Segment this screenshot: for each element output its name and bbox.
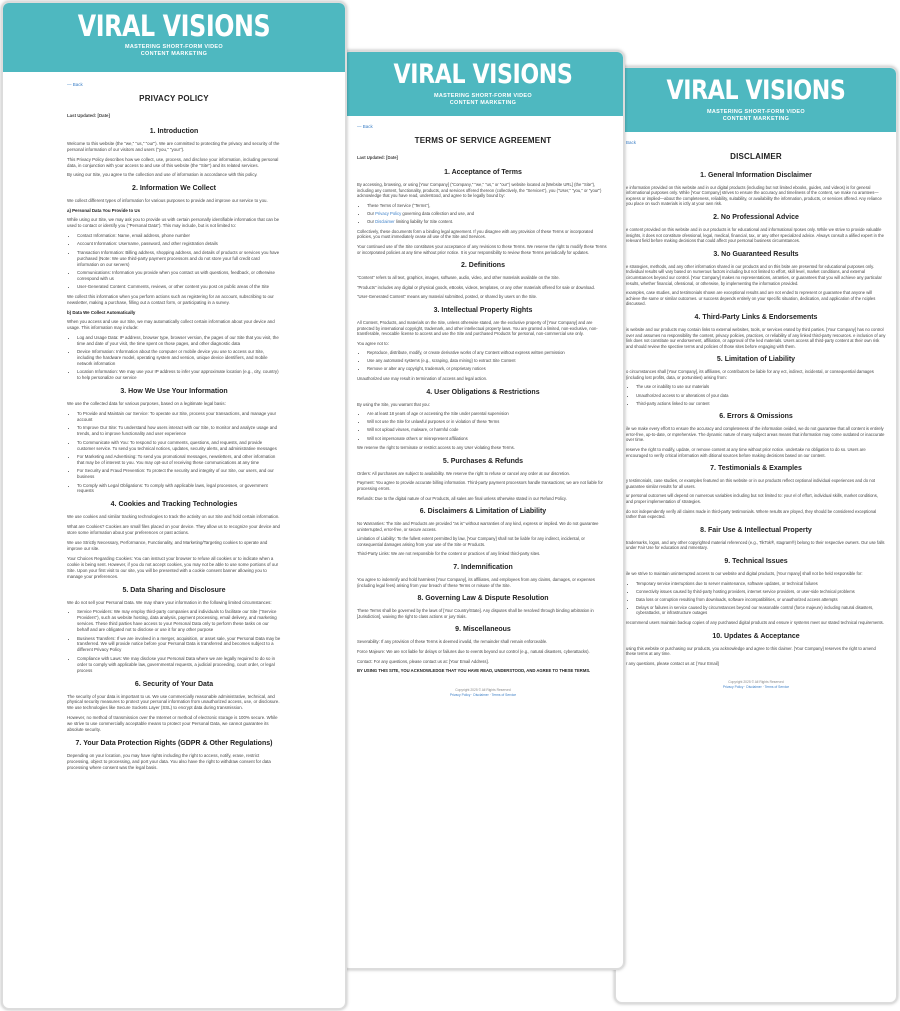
list (626, 384, 886, 406)
paragraph: ile we strive to maintain uninterrupted access to our website and digital products, [Your mpany] shall not be held responsible for: (626, 570, 863, 576)
section-heading: 9. Technical Issues (724, 557, 788, 565)
paragraph: These Terms shall be governed by the laws of [Your Country/State]. Any disputes shall be resolved through binding arbitration in [Jurisdiction], waiving the right to class actions or jury trials. (357, 608, 594, 619)
section-heading: 6. Disclaimers & Limitation of Liability (419, 508, 547, 516)
paragraph: e information provided on this website and in our digital products (including but not limited ebooks, guides, and videos) is for general informational purposes only. While [Your Company] strives to ensure the accuracy and timeliness of the content, we make no arantees—express or implied—about the completeness, reliability, suitability, or availability the information, products, or services offered. Any reliance you place on such materials is ictly at your own risk. (626, 184, 882, 207)
list-item: • Are at least 18 years of age or accessing the Site under parental supervision (367, 411, 609, 417)
section-heading: 7. Indemnification (453, 564, 513, 572)
paragraph: We collect different types of information for various purposes to provide and improve our service to you. (67, 198, 268, 204)
list-item: • Will not upload viruses, malware, or harmful code (367, 427, 609, 433)
list (67, 609, 281, 673)
list-item: • Communications: Information you provide when you contact us with questions, feedback, or otherwise correspond with us (77, 270, 281, 282)
back-link[interactable]: Back (626, 140, 637, 145)
back-link[interactable]: — Back (67, 82, 83, 87)
list-item: • Third-party actions linked to our content (636, 401, 886, 407)
paragraph: ur personal outcomes will depend on numerous variables including but not limited to: your el of effort, individual skills, market conditions, and proper implementation of strategies. (626, 493, 879, 504)
list-item: • To Provide and Maintain our Service: To operate our Site, process your transactions, and manage your account (77, 411, 281, 423)
list-item: • The use or inability to use our materials (636, 384, 886, 390)
list-item: • Our Disclaimer limiting liability for Site content. (367, 219, 609, 225)
terms-of-service-page (341, 50, 625, 970)
list-item: • Contact Information: Name, email address, phone number (77, 233, 281, 239)
brand-logo: VIRAL VISIONS (666, 75, 846, 106)
list-item: • Device Information: Information about the computer or mobile device you use to access our Site, including the hardware model, operating system and version, unique device identifiers, and mobile network information (77, 349, 281, 367)
paragraph: By using our Site, you agree to the collection and use of information in accordance with this policy. (67, 172, 258, 178)
paragraph: reserve the right to modify, update, or remove content at any time without prior notice. undertake no obligation to do so. Users are encouraged to verify critical information with ditional sources before making decisions based on our content. (626, 447, 866, 458)
list-item: • Account Information: Username, password, and other registration details (77, 241, 281, 247)
list-item: • Connectivity issues caused by third-party hosting providers, internet service providers, or user-side technical problems (636, 589, 886, 595)
paragraph: y testimonials, case studies, or examples featured on this website or in our products reflect ceptional individual experiences and do not guarantee similar results for all users. (626, 478, 876, 489)
paragraph: You agree to indemnify and hold harmless [Your Company], its affiliates, and employees from any claims, damages, or expenses (including legal fees) arising from your breach of these Terms or misuse of the Site. (357, 577, 595, 588)
last-updated: Last Updated: [Date] (357, 154, 398, 160)
section-heading: 3. How We Use Your Information (120, 388, 228, 396)
paragraph: We use the collected data for various purposes, based on a legitimate legal basis: (67, 401, 226, 407)
copyright: Copyright 2025 © All Rights Reserved (728, 680, 784, 685)
footer-links[interactable]: Privacy Policy · Disclaimer · Terms of Service (449, 692, 517, 697)
section-heading: 5. Limitation of Liability (716, 356, 796, 364)
paragraph: "User-Generated Content" means any material submitted, posted, or shared by users on the Site. (357, 294, 538, 300)
paragraph: recommend users maintain backup copies of any purchased digital products and ensure ir systems meet our stated technical requirements. (626, 620, 884, 626)
paragraph: o circumstances shall [Your Company], its affiliates, or contributors be liable for any ect, indirect, incidental, or consequential damages (including lost profits, data, or portunities) arising from: (626, 369, 874, 380)
subsection-heading: b) Data We Collect Automatically (67, 310, 136, 316)
list-item: • Use any automated systems (e.g., scraping, data mining) to extract Site Content (367, 358, 609, 364)
section-heading: 4. Cookies and Tracking Technologies (110, 501, 238, 509)
brand-logo: VIRAL VISIONS (77, 9, 271, 43)
paragraph: By accessing, browsing, or using [Your Company] ("Company," "we," "us," or "our") website located at [Website URL] (the "Site"), including any content, functionality, products, and services offered thereon (collectively, the "Services"), you ("User," "you," or "your") acknowledge that you have read, understood, and agree to be legally bound by: (357, 182, 602, 199)
section-heading: 1. General Information Disclaimer (700, 171, 812, 179)
paragraph: When you access and use our Site, we may automatically collect certain information about your device and usage. This information may include: (67, 318, 275, 330)
brand-banner (616, 68, 896, 132)
brand-tagline: MASTERING SHORT-FORM VIDEO CONTENT MARKETING (434, 93, 532, 106)
section-heading: 6. Security of Your Data (134, 680, 214, 688)
back-link[interactable]: — Back (357, 124, 373, 129)
paragraph: However, no method of transmission over the Internet or method of electronic storage is 100% secure. While we strive to use commercially acceptable means to protect your Personal Data, we cannot guarantee its absolute security. (67, 715, 278, 733)
section-heading: 9. Miscellaneous (455, 626, 511, 634)
list (357, 411, 609, 441)
list (357, 350, 609, 372)
paragraph: Force Majeure: We are not liable for delays or failures due to events beyond our control (e.g., natural disasters, cyberattacks). (357, 649, 590, 655)
paragraph: No Warranties: The Site and Products are provided "as is" without warranties of any kind, express or implied. We do not guarantee uninterrupted, error-free, or secure access. (357, 521, 599, 532)
privacy-policy-link[interactable]: Privacy Policy (375, 211, 402, 217)
paragraph: Your continued use of the Site constitutes your acceptance of any revisions to these Terms. We reserve the right to modify these Terms or incorporated policies at any time without prior notice. It is your responsibility to review these Terms periodically for updates. (357, 243, 607, 255)
last-updated: Last Updated: [Date] (67, 112, 110, 118)
paragraph: e content provided on this website and in our products is for educational and informational rposes only. While we strive to provide valuable insights, it does not constitute ofessional, legal, medical, financial, tax, or any other specialized advice. Always consult a alified expert in the relevant field before making decisions that could affect your personal business circumstances. (626, 226, 884, 244)
list-item: • Location Information: We may use your IP address to infer your approximate location (e.g., city, country) to help personalize our service (77, 369, 281, 381)
section-heading: 7. Testimonials & Examples (710, 465, 802, 473)
list-item: • For Marketing and Advertising: To send you promotional messages, newsletters, and other information that may be of interest to you. You may opt-out of receiving these communications at any time (77, 454, 281, 466)
list-item: • Will not use the Site for unlawful purposes or in violation of these Terms (367, 419, 609, 425)
list (67, 411, 281, 494)
paragraph: Welcome to this website (the "we," "us," "our"). We are committed to protecting the privacy and security of the personal information of our visitors and users ("you," "your"). (67, 140, 280, 152)
list-item: • Data loss or corruption resulting from downloads, software incompatibilities, or unauthorized access attempts (636, 597, 886, 603)
section-heading: 4. User Obligations & Restrictions (426, 388, 540, 396)
list-item: • For Security and Fraud Prevention: To protect the security and integrity of our Site, our users, and our business (77, 468, 281, 480)
paragraph: We collect this information when you perform actions such as registering for an account, subscribing to our newsletter, making a purchase, filling out a contact form, or participating in a survey. (67, 294, 274, 306)
brand-logo: VIRAL VISIONS (393, 59, 573, 90)
paragraph: Severability: If any provision of these Terms is deemed invalid, the remainder shall remain enforceable. (357, 639, 548, 645)
paragraph: e strategies, methods, and any other information shared in our products and on this bsite are presented for educational purposes only. Individual results will vary based on numerous factors including but not limited to effort, skill level, market conditions, and external circumstances beyond our control. [Your Company] makes no representations, arranties, or guarantees that you will achieve any particular results, whether financial, ofessional, or otherwise, by implementing the information provided. (626, 263, 882, 286)
section-heading: 8. Fair Use & Intellectual Property (700, 526, 812, 534)
paragraph: is website and our products may contain links to external websites, tools, or services erated by third parties. [Your Company] has no control over and assumes no responsibility the content, privacy policies, practices, or reliability of any linked third-party resources. e inclusion of any link does not constitute our endorsement, affiliation, or approval of the ked materials. Users access all third-party content at their own risk and should review the spective terms and policies of those sites before engaging with them. (626, 326, 886, 349)
paragraph: What are Cookies? Cookies are small files placed on your device. They allow us to recognize your device and store some information about your preferences or past actions. (67, 524, 280, 536)
list-item: • Temporary service interruptions due to server maintenance, software updates, or technical failures (636, 581, 886, 587)
paragraph: Collectively, these documents form a binding legal agreement. If you disagree with any provision of these Terms or incorporated policies, you must immediately cease all use of the Site and Services. (357, 228, 594, 240)
list-item: • Reproduce, distribute, modify, or create derivative works of any Content without express written permission (367, 350, 609, 356)
list-item: • User-Generated Content: Comments, reviews, or other content you post on public areas of the Site (77, 284, 281, 290)
copyright: Copyright 2025 © All Rights Reserved (455, 687, 511, 692)
paragraph: Depending on your location, you may have rights including the right to access, notify, erase, restrict processing, object to processing, and port your data. You also have the right to withdraw consent for data processing where consent was the legal basis. (67, 752, 271, 770)
list-item: • Remove or alter any copyright, trademark, or proprietary notices (367, 366, 609, 372)
list-item: • To Improve Our Site: To understand how users interact with our Site, to monitor and analyze usage and trends, and to improve functionality and user experience (77, 425, 281, 437)
section-heading: 4. Third-Party Links & Endorsements (694, 313, 818, 321)
section-heading: 10. Updates & Acceptance (712, 632, 800, 640)
paragraph: While using our Site, we may ask you to provide us with certain personally identifiable information that can be used to contact or identify you ("Personal Data"). This may include, but is not limited to: (67, 217, 280, 229)
page-title: DISCLAIMER (730, 151, 782, 161)
list (67, 233, 281, 290)
acknowledgement: BY USING THIS SITE, YOU ACKNOWLEDGE THAT YOU HAVE READ, UNDERSTOOD, AND AGREE TO THESE TERMS. (357, 668, 591, 674)
paragraph: do not independently verify all claims made in third-party testimonials. Where results are ployed, they should be considered exceptional rather than expected. (626, 508, 877, 520)
section-heading: 6. Errors & Omissions (719, 413, 793, 421)
paragraph: Third-Party Links: We are not responsible for the content or practices of any linked third-party sites. (357, 551, 541, 557)
paragraph: Orders: All purchases are subject to availability. We reserve the right to refuse or cancel any order at our discretion. (357, 470, 571, 476)
paragraph: Contact: For any questions, please contact us at: [Your Email Address]. (357, 658, 489, 664)
paragraph: We reserve the right to terminate or restrict access to any User violating these Terms. (357, 445, 515, 451)
list-item: • Log and Usage Data: IP address, browser type, browser version, the pages of our Site that you visit, the time and date of your visit, the time spent on those pages, and other diagnostic data (77, 335, 281, 347)
paragraph: By using the Site, you warrant that you: (357, 401, 430, 407)
paragraph: Unauthorized use may result in termination of access and legal action. (357, 376, 488, 382)
paragraph: r any questions, please contact us at: [Your Email] (626, 660, 719, 666)
list (67, 335, 281, 381)
list-item: • Transaction Information: Billing address, shopping address, and details of products or services you have purchased (Note: We use third-party payment processors and do not store your full credit card information on our servers) (77, 250, 281, 268)
list-item: • Delays or failures in service caused by circumstances beyond our reasonable control (force majeure) including natural disasters, cyberattacks, or infrastructure outages (636, 605, 886, 616)
paragraph: We use cookies and similar tracking technologies to track the activity on our Site and hold certain information. (67, 514, 280, 520)
subsection-heading: a) Personal Data You Provide to Us (67, 208, 141, 214)
paragraph: You agree not to: (357, 340, 389, 346)
section-heading: 5. Purchases & Refunds (442, 457, 524, 465)
page-title: PRIVACY POLICY (139, 93, 209, 103)
privacy-policy-page (1, 1, 347, 1010)
list-item: • These Terms of Service ("Terms"), (367, 203, 609, 209)
list-item: • Our Privacy Policy governing data collection and use, and (367, 211, 609, 217)
brand-tagline: MASTERING SHORT-FORM VIDEO CONTENT MARKETING (125, 44, 223, 57)
footer-links[interactable]: Privacy Policy · Disclaimer · Terms of Service (722, 685, 790, 690)
list-item: • To Communicate with You: To respond to your comments, questions, and requests, and provide customer service. To send you technical notices, updates, security alerts, and administrative messages (77, 440, 281, 452)
page-footer (357, 688, 609, 698)
paragraph: Payment: You agree to provide accurate billing information. Third-party payment processors handle transactions; we are not liable for processing errors. (357, 480, 603, 491)
brand-tagline: MASTERING SHORT-FORM VIDEO CONTENT MARKETING (707, 109, 805, 122)
paragraph: "Content" refers to all text, graphics, images, software, audio, video, and other materials available on the Site. (357, 275, 560, 281)
paragraph: examples, case studies, and testimonials shown are exceptional results and are not ended to represent or guarantee that anyone will achieve the same or similar outcomes. ur success depends entirely on your specific situation, dedication, and application of the nciples discussed. (626, 290, 876, 307)
list-item: • Will not impersonate others or misrepresent affiliations (367, 436, 609, 442)
paragraph: Limitation of Liability: To the fullest extent permitted by law, [Your Company] shall not be liable for any indirect, incidental, or consequential damages arising from your use of the Site or Products. (357, 536, 585, 547)
section-heading: 1. Introduction (149, 127, 199, 135)
paragraph: All Content, Products, and materials on the Site, unless otherwise stated, are the exclusive property of [Your Company] and are protected by international copyright, trademark, and other intellectual property laws. You are granted a limited, non-exclusive, non-transferable, revocable license to access and use the Site and purchased Products for personal, non-commercial use only. (357, 319, 598, 337)
section-heading: 2. Definitions (461, 262, 505, 270)
list-item: • Service Providers: We may employ third-party companies and individuals to facilitate our Site ("Service Providers"), such as website hosting, data analysis, payment processing, email delivery, and marketing services. These third parties have access to your Personal Data only to perform these tasks on our behalf and are obligated not to disclose or use it for any other purpose (77, 609, 281, 633)
paragraph: ile we make every effort to ensure the accuracy and completeness of the information ovided, we do not guarantee that all content is entirely error-free, up-to-date, or mprehensive. The dynamic nature of many subject areas means that information may come outdated or inaccurate over time. (626, 426, 885, 443)
list-item: • Unauthorized access to or alterations of your data (636, 393, 886, 399)
section-heading: 8. Governing Law & Dispute Resolution (417, 595, 549, 603)
brand-banner (3, 3, 345, 72)
list (357, 203, 609, 225)
disclaimer-link[interactable]: Disclaimer (375, 219, 395, 225)
page-title: TERMS OF SERVICE AGREEMENT (414, 135, 552, 145)
list-item: • To Comply with Legal Obligations: To comply with applicable laws, legal processes, or government requests (77, 483, 281, 495)
paragraph: This Privacy Policy describes how we collect, use, process, and disclose your information, including personal data, in conjunction with your access to and use of this website (the "Site") and its related services. (67, 156, 279, 168)
brand-banner (343, 52, 623, 116)
paragraph: Refunds: Due to the digital nature of our Products, all sales are final unless otherwise stated in our Refund Policy. (357, 495, 567, 501)
section-heading: 3. Intellectual Property Rights (433, 306, 533, 314)
section-heading: 1. Acceptance of Terms (444, 169, 522, 177)
list-item: • Compliance with Laws: We may disclose your Personal Data where we are legally required to do so in order to comply with applicable law, governmental requests, a judicial proceeding, court order, or legal process (77, 656, 281, 674)
section-heading: 2. Information We Collect (132, 185, 216, 193)
paragraph: We use Strictly Necessary, Performance, Functionality, and Marketing/Targeting cookies to operate and improve our site. (67, 540, 268, 551)
disclaimer-page (614, 66, 898, 1004)
list (626, 581, 886, 616)
page-footer (626, 680, 886, 690)
list-item: • Business Transfers: If we are involved in a merger, acquisition, or asset sale, your Personal Data may be transferred. We will provide notice before your Personal Data is transferred and becomes subject to a different Privacy Policy (77, 636, 281, 654)
section-heading: 7. Your Data Protection Rights (GDPR & Other Regulations) (75, 739, 273, 747)
section-heading: 5. Data Sharing and Disclosure (122, 586, 226, 594)
paragraph: "Products" includes any digital or physical goods, eBooks, videos, templates, or any other materials offered for sale or download. (357, 284, 595, 290)
paragraph: using this website or purchasing our products, you acknowledge and agree to this claimer. [Your Company] reserves the right to amend these terms at any time. (626, 645, 876, 657)
section-heading: 3. No Guaranteed Results (713, 250, 799, 258)
paragraph: We do not sell your Personal Data. We may share your information in the following limited circumstances: (67, 599, 272, 605)
paragraph: Your Choices Regarding Cookies: You can instruct your browser to refuse all cookies or to indicate when a cookie is being sent. However, if you do not accept cookies, you may not be able to use some portions of our Site. Upon your first visit to our site, you will be presented with a cookie consent banner allowing you to manage your preferences. (67, 555, 279, 579)
paragraph: The security of your data is important to us. We use commercially reasonable administrative, technical, and physical security measures to protect your personal information from unauthorized access, use, or disclosure. We use technologies like Secure Sockets Layer (SSL) to encrypt data during transmission. (67, 693, 280, 711)
section-heading: 2. No Professional Advice (713, 213, 799, 221)
paragraph: trademarks, logos, and any other copyrighted material referenced (e.g., TikTok®, stagram®) belong to their respective owners. Our use falls under Fair Use for education and mmentary. (626, 539, 885, 551)
